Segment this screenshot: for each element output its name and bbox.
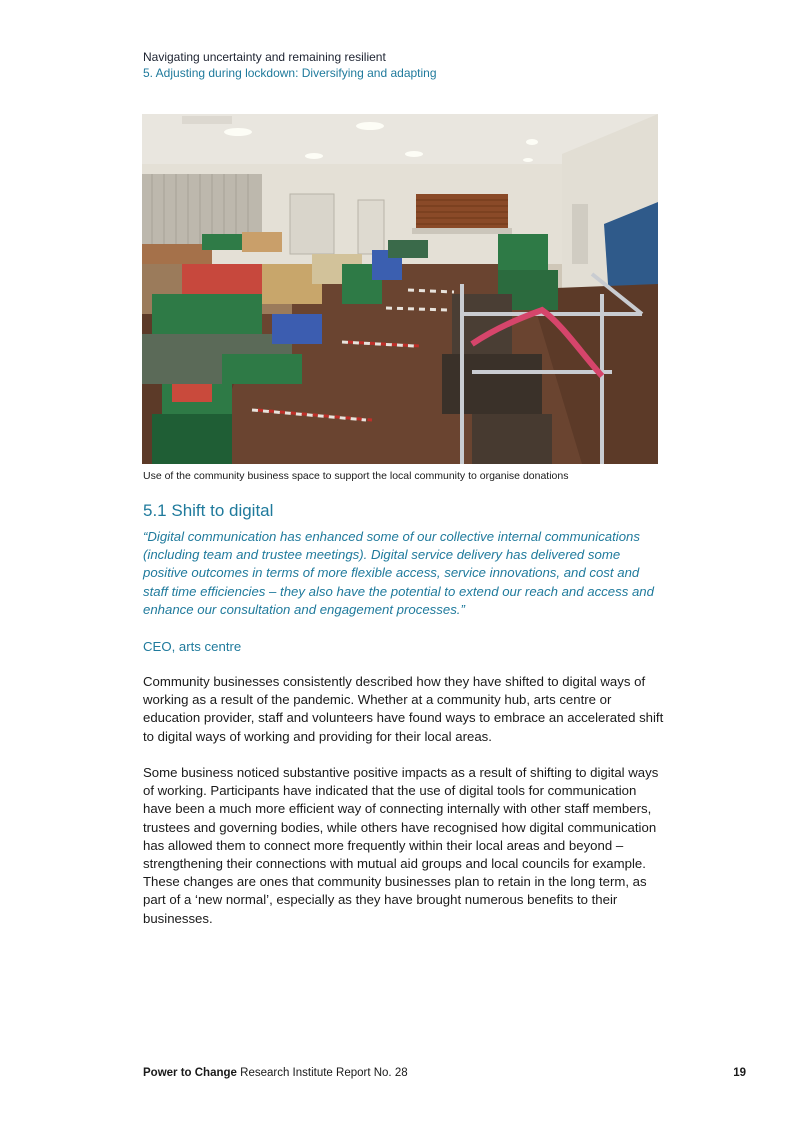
figure-caption: Use of the community business space to support the local community to organise donations (143, 470, 569, 482)
pull-quote: “Digital communication has enhanced some of our collective internal communications (including team and trustee meetings). Digital service delivery has delivered some positive outcomes in terms of more flexible access, service innovations, and cost and staff time efficiencies – they also have the potential to extend our reach and access and enhance our consultation and engagement processes.” (143, 529, 654, 617)
section-heading: 5.1 Shift to digital (143, 501, 274, 520)
body-paragraph: Community businesses consistently described how they have shifted to digital ways of working as a result of the pandemic. Whether at a community hub, arts centre or education provider, staff and volunteers have found ways to embrace an accelerated shift to digital ways of working and providing for their local areas. (143, 674, 664, 744)
running-header-chapter: 5. Adjusting during lockdown: Diversifying and adapting (143, 66, 437, 80)
page-number: 19 (733, 1067, 746, 1079)
community-hall-photo (142, 114, 658, 464)
running-header-title: Navigating uncertainty and remaining resilient (143, 50, 386, 64)
footer-brand: Power to Change (143, 1067, 237, 1079)
body-paragraph: Some business noticed substantive positive impacts as a result of shifting to digital ways of working. Participants have indicated that the use of digital tools for communication have been a much more efficient way of connecting internally with other staff members, trustees and governing bodies, while others have recognised how digital communication has allowed them to connect more frequently within their local areas and beyond – strengthening their connections with mutual aid groups and local councils for example. These changes are ones that community businesses plan to retain in the long term, as part of a ‘new normal’, especially as they have brought numerous benefits to their businesses. (143, 765, 659, 926)
page-footer (143, 1067, 408, 1079)
footer-report: Research Institute Report No. 28 (236, 1067, 408, 1079)
quote-attribution: CEO, arts centre (143, 639, 242, 654)
